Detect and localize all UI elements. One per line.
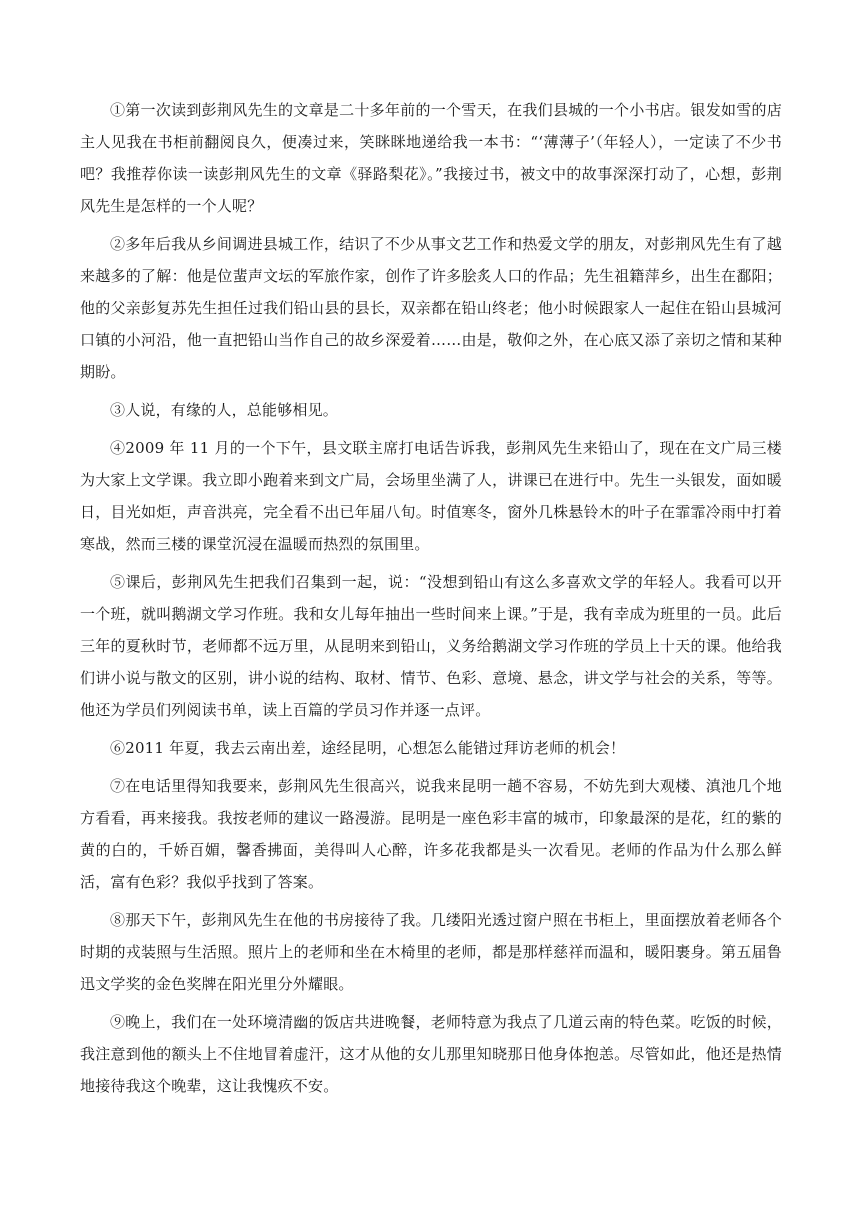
paragraph-6: ⑥2011 年夏，我去云南出差，途经昆明，心想怎么能错过拜访老师的机会！: [110, 739, 626, 757]
paragraph-8: ⑧那天下午，彭荆风先生在他的书房接待了我。几缕阳光透过窗户照在书柜上，里面摆放着老师各个时期的戎装照与生活照。照片上的老师和坐在木椅里的老师，都是那样慈祥而温和，暖阳裹身。第五届鲁迅文学奖的金色奖牌在阳光里分外耀眼。: [80, 911, 782, 993]
document-body: [80, 94, 782, 1108]
paragraph-7: ⑦在电话里得知我要来，彭荆风先生很高兴，说我来昆明一趟不容易，不妨先到大观楼、滇池几个地方看看，再来接我。我按老师的建议一路漫游。昆明是一座色彩丰富的城市，印象最深的是花，红的紫的黄的白的，千娇百媚，馨香拂面，美得叫人心醉，许多花我都是头一次看见。老师的作品为什么那么鲜活，富有色彩？我似乎找到了答案。: [80, 777, 782, 891]
paragraph-2: ②多年后我从乡间调进县城工作，结识了不少从事文艺工作和热爱文学的朋友，对彭荆风先生有了越来越多的了解：他是位蜚声文坛的军旅作家，创作了许多脍炙人口的作品；先生祖籍萍乡，出生在鄱阳；他的父亲彭复苏先生担任过我们铅山县的县长，双亲都在铅山终老；他小时候跟家人一起住在铅山县城河口镇的小河沿，他一直把铅山当作自己的故乡深爱着……由是，敬仰之外，在心底又添了亲切之情和某种期盼。: [80, 235, 782, 381]
paragraph-5: ⑤课后，彭荆风先生把我们召集到一起，说：“没想到铅山有这么多喜欢文学的年轻人。我看可以开一个班，就叫鹅湖文学习作班。我和女儿每年抽出一些时间来上课。”于是，我有幸成为班里的一员。此后三年的夏秋时节，老师都不远万里，从昆明来到铅山，义务给鹅湖文学习作班的学员上十天的课。他给我们讲小说与散文的区别，讲小说的结构、取材、情节、色彩、意境、悬念，讲文学与社会的关系，等等。他还为学员们列阅读书单，读上百篇的学员习作并逐一点评。: [80, 573, 782, 719]
paragraph-1: ①第一次读到彭荆风先生的文章是二十多年前的一个雪天，在我们县城的一个小书店。银发如雪的店主人见我在书柜前翻阅良久，便凑过来，笑眯眯地递给我一本书：“‘薄薄子’（年轻人），一定读了不少书吧？我推荐你读一读彭荆风先生的文章《驿路梨花》。”我接过书，被文中的故事深深打动了，心想，彭荆风先生是怎样的一个人呢？: [80, 101, 782, 215]
paragraph-3: ③人说，有缘的人，总能够相见。: [110, 401, 339, 419]
paragraph-4: ④2009 年 11 月的一个下午，县文联主席打电话告诉我，彭荆风先生来铅山了，现在在文广局三楼为大家上文学课。我立即小跑着来到文广局，会场里坐满了人，讲课已在进行中。先生一头银发，面如暖日，目光如炬，声音洪亮，完全看不出已年届八旬。时值寒冬，窗外几株悬铃木的叶子在霏霏冷雨中打着寒战，然而三楼的课堂沉浸在温暖而热烈的氛围里。: [80, 439, 782, 553]
paragraph-9: ⑨晚上，我们在一处环境清幽的饭店共进晚餐，老师特意为我点了几道云南的特色菜。吃饭的时候，我注意到他的额头上不住地冒着虚汗，这才从他的女儿那里知晓那日他身体抱恙。尽管如此，他还是热情地接待我这个晚辈，这让我愧疚不安。: [80, 1013, 782, 1095]
